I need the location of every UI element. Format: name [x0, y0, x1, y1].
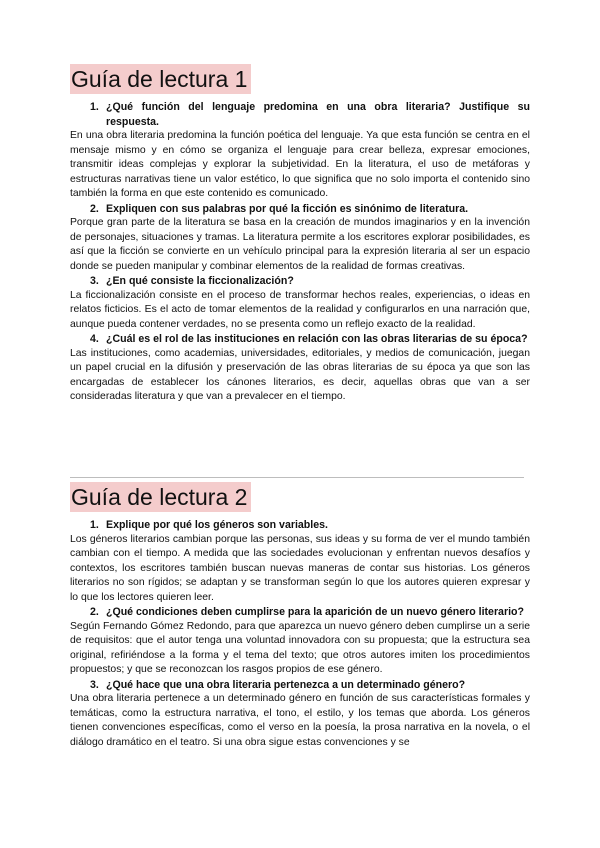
guide-2 [70, 482, 530, 750]
question: 3. ¿En qué consiste la ficcionalización? [90, 275, 294, 287]
question: 4. ¿Cuál es el rol de las instituciones en relación con las obras literarias de su época? [90, 333, 528, 345]
guide-1-item-1 [70, 100, 530, 202]
guide-1-item-3 [70, 274, 530, 332]
question: 1. Explique por qué los géneros son variables. [90, 519, 328, 531]
answer: Porque gran parte de la literatura se basa en la creación de mundos imaginarios y en la invención de personajes, situaciones y tramas. La literatura permite a los escritores explorar posibilidades, es así que la ficción se convierte en un vehículo principal para la expresión literaria al ser un espacio donde se pueden manipular y combinar elementos de la realidad de formas creativas. [70, 217, 530, 272]
guide-1-item-4 [70, 332, 530, 405]
guide-1-item-2 [70, 202, 530, 275]
guide-2-title: Guía de lectura 2 [70, 482, 251, 512]
section-divider [70, 477, 524, 478]
guide-2-item-2 [70, 605, 530, 678]
question: 1. ¿Qué función del lenguaje predomina en una obra literaria? Justifique su respuesta. [90, 101, 530, 128]
question: 2. Expliquen con sus palabras por qué la ficción es sinónimo de literatura. [90, 202, 469, 215]
answer: Las instituciones, como academias, universidades, editoriales, y medios de comunicación, juegan un papel crucial en la difusión y preservación de las obras literarias de su época ya que son las encargadas de establecer los cánones literarios, es decir, aquellas obras que van a ser consideradas literatura y que van a prevalecer en el tiempo. [70, 347, 530, 402]
guide-1-title: Guía de lectura 1 [70, 64, 251, 94]
answer: En una obra literaria predomina la función poética del lenguaje. Ya que esta función se centra en el mensaje mismo y en cómo se organiza el lenguaje para crear belleza, expresar emociones, transmitir ideas complejas y explorar la subjetividad. En la literatura, el uso de metáforas y estructuras narrativas tiene un valor estético, lo que significa que no solo importa el contenido sino también la forma en que este contenido es comunicado. [70, 130, 530, 199]
answer: Una obra literaria pertenece a un determinado género en función de sus características formales y temáticas, como la estructura narrativa, el tono, el estilo, y los temas que aborda. Los géneros tienen convenciones específicas, como el verso en la poesía, la prosa narrativa en la novela, o el diálogo dramático en el teatro. Si una obra sigue estas convenciones y se [70, 693, 530, 748]
question: 2. ¿Qué condiciones deben cumplirse para la aparición de un nuevo género literario? [90, 606, 524, 618]
guide-2-item-3 [70, 678, 530, 751]
answer: La ficcionalización consiste en el proceso de transformar hechos reales, experiencias, o ideas en relatos ficticios. Es el acto de tomar elementos de la realidad y configurarlos en una narración que, aunque pueda contener verdades, no se presenta como un reflejo exacto de la realidad. [70, 289, 530, 330]
guide-2-item-1 [70, 518, 530, 605]
question: 3. ¿Qué hace que una obra literaria pertenezca a un determinado género? [90, 678, 466, 691]
answer: Según Fernando Gómez Redondo, para que aparezca un nuevo género deben cumplirse un a serie de requisitos: que el autor tenga una voluntad innovadora con su propuesta; que la estructura sea original, refiriéndose a la forma y el tema del texto; que otros autores imiten los procedimientos propuestos; y que se reconozcan los rasgos propios de ese género. [70, 620, 530, 675]
answer: Los géneros literarios cambian porque las personas, sus ideas y su forma de ver el mundo también cambian con el tiempo. A medida que las sociedades evolucionan y enfrentan nuevos desafíos y contextos, los escritores también buscan nuevas maneras de contar sus historias. Los géneros literarios no son rígidos; se adaptan y se transforman según lo que los autores quieren expresar y lo que los lectores quieren leer. [70, 533, 530, 603]
guide-1 [70, 64, 530, 405]
